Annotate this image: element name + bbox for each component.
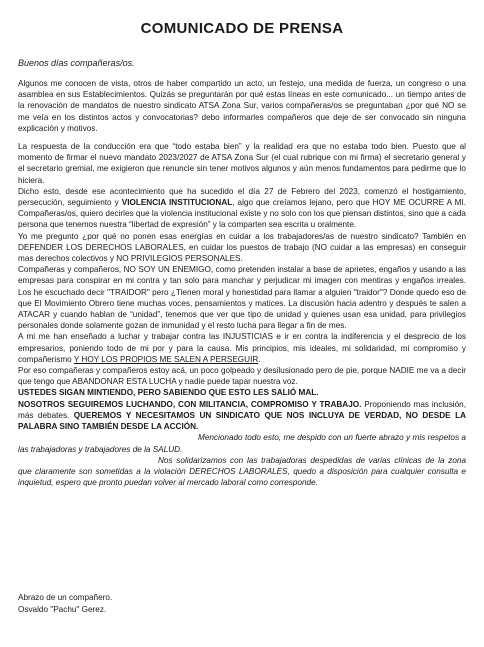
underlined-statement: Y HOY LOS PROPIOS ME SALEN A PERSEGUIR: [73, 354, 259, 364]
signoff: [18, 592, 112, 616]
paragraph-3-text-c: , algo que creíamos lejano, pero que HOY ME OCURRE A MI. Compañeras/os, quiero decirles que la violencia institucional existe y no solo con los que piensan distintos, sino que a cada persona que tenemos nuestra “libertad de expresión” y la comparten sea escrita u oralmente.: [18, 198, 466, 230]
violencia-institucional-emphasis: VIOLENCIA INSTITUCIONAL: [121, 198, 233, 208]
paragraph-9-bold-a: NOSOTROS SEGUIREMOS LUCHANDO, CON MILITANCIA, COMPROMISO Y TRABAJO.: [18, 399, 362, 409]
greeting: Buenos días compañeras/os.: [18, 58, 135, 68]
paragraph-9-bold-c: QUEREMOS Y NECESITAMOS UN SINDICATO QUE NOS INCLUYA DE VERDAD, NO DESDE LA PALABRA SINO TAMBIÉN DESDE LA ACCIÓN.: [18, 410, 466, 432]
paragraph-4: Yo me pregunto ¿por qué no ponen esas energías en cuidar a los trabajadores/as de nuestro sindicato? También en DEFENDER LOS DERECHOS LABORALES, en cuidar los puestos de trabajo (NO cuidar a las empresas) en conseguir mas derechos colectivos y NO PRIVILEGIOS PERSONALES.: [18, 231, 466, 264]
closing-line: Abrazo de un compañero.: [18, 593, 113, 602]
paragraph-5: Compañeras y compañeros, NO SOY UN ENEMIGO, como pretenden instalar a base de aprietes, engaños y usando a las empresas para conspirar en mi contra y tan solo para manchar y perjudicar mi imagen con mentiras y engaños irreales. Los he escuchado decir "TRAIDOR" pero ¿Tienen moral y honestidad para llamar a alguien "traidor"? Donde quedo eso de que El Movimiento Obrero tiene muchas voces, pensamientos y matices. La discusión hacia adentro y después te salen a ATACAR y cuando hablan de “unidad”, tenemos que ver que tipo de unidad y quienes usan esa unidad, para privilegios personales donde solamente gozan de inmunidad y el resto lucha para llegar a fin de mes.: [18, 265, 466, 331]
paragraph-2: La respuesta de la conducción era que “todo estaba bien” y la realidad era que no estaba todo bien. Puesto que al momento de firmar el nuevo mandato 2023/2027 de ATSA Zona Sur (el cual rubrique con mi firma) el secretario general y el secretario gremial, me exigieron que renuncie sin tener motivos algunos y aún menos fundamentos para pedirme que lo hiciera.: [18, 142, 466, 185]
paragraph-6: [18, 331, 466, 365]
document-body: [18, 78, 466, 488]
paragraph-8-bold: USTEDES SIGAN MINTIENDO, PERO SABIENDO QUE ESTO LES SALIÓ MAL.: [18, 388, 319, 398]
paragraph-6-text-c: .: [258, 354, 261, 364]
paragraph-9: [18, 399, 466, 433]
signature: Osvaldo "Pachu" Gerez.: [18, 605, 107, 614]
paragraph-3: [18, 186, 466, 231]
page-title: COMUNICADO DE PRENSA: [140, 20, 344, 37]
paragraph-9-text-b: Proponiendo mas inclusión, más debates.: [18, 399, 466, 420]
paragraph-10-farewell: Mencionado todo esto, me despido con un fuerte abrazo y mis respetos a las trabajadoras y trabajadores de la SALUD.: [18, 433, 466, 454]
paragraph-6-text-a: A mi me han enseñado a luchar y trabajar contra las INJUSTICIAS e ir en contra la indiferencia y el desprecio de los empresarios, poniendo todo de mi por y para la causa. Mis principios, mis ideales, mi solidaridad, mi compromiso y compañerismo: [18, 332, 466, 364]
paragraph-7: Por eso compañeras y compañeros estoy acá, un poco golpeado y desilusionado pero de pie, porque NADIE me va a decir que tengo que ABANDONAR ESTA LUCHA y nadie puede tapar nuestra voz.: [18, 366, 466, 387]
paragraph-11-solidarity: Nos solidarizamos con las trabajadoras despedidas de varias clínicas de la zona que claramente son sometidas a la violación DERECHOS LABORALES, quedo a disposición para cualquier consulta e inquietud, espero que pronto puedan volver al mercado laboral como corresponde.: [18, 455, 466, 488]
paragraph-1: Algunos me conocen de vista, otros de haber compartido un acto, un festejo, una medida de fuerza, un congreso o una asamblea en sus Establecimientos. Quizás se preguntarán por qué estas líneas en este comunicado... un tiempo antes de la renovación de mandatos de nuestro sindicato ATSA Zona Sur, varios compañeras/os se preguntaban ¿por qué NO se me veía en los distintos actos y convocatorias? debo informarles compañeros que deje de ser convocado sin ninguna explicación y motivos.: [18, 79, 466, 133]
paragraph-3-text-a: Dicho esto, desde ese acontecimiento que ha sucedido el día 27 de Febrero del 2023, comenzó el hostigamiento, persecución, seguimiento y: [18, 186, 466, 208]
